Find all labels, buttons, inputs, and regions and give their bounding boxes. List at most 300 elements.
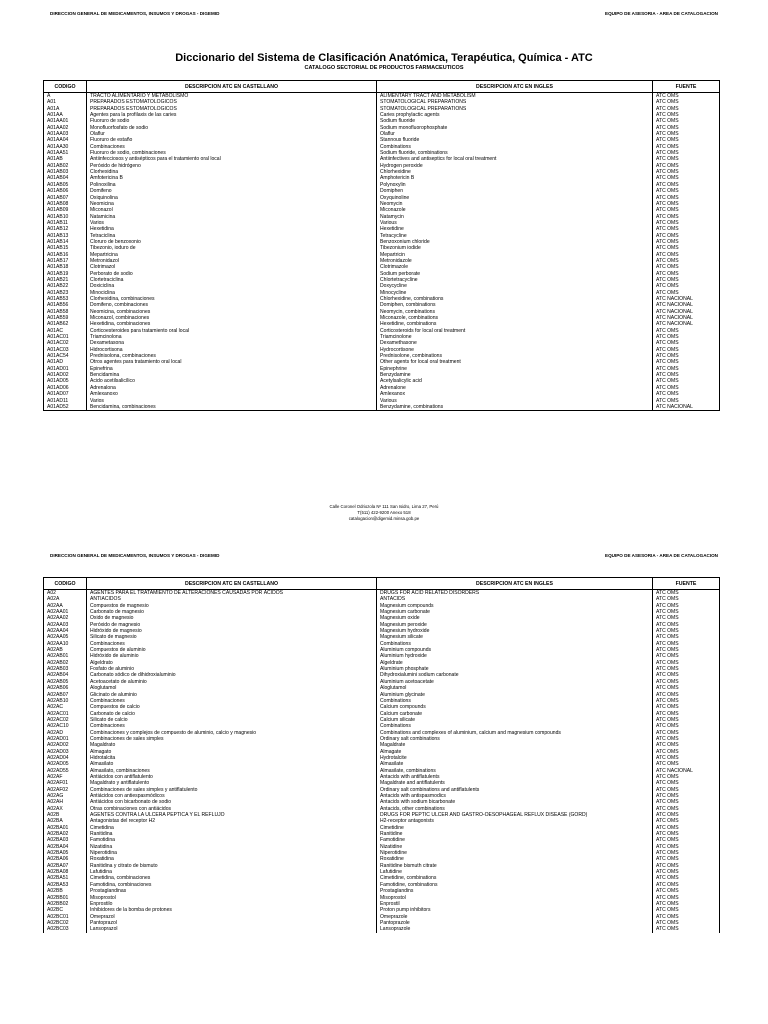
cell-codigo: A02AA03: [44, 622, 87, 628]
cell-fuente: ATC OMS: [653, 93, 720, 100]
cell-castellano: Natamicina: [87, 214, 377, 220]
cell-castellano: Monofluorfosfato de sodio: [87, 125, 377, 131]
cell-castellano: Carbonato de calcio: [87, 711, 377, 717]
cell-castellano: Doxiciclina: [87, 283, 377, 289]
cell-codigo: A01AC01: [44, 334, 87, 340]
cell-fuente: ATC OMS: [653, 856, 720, 862]
cell-ingles: Domiphen: [377, 188, 653, 194]
cell-fuente: ATC OMS: [653, 112, 720, 118]
cell-castellano: Enprostilo: [87, 901, 377, 907]
cell-fuente: ATC OMS: [653, 926, 720, 932]
cell-ingles: Clotrimazole: [377, 264, 653, 270]
column-header-ingles: DESCRIPCION ATC EN INGLES: [377, 578, 653, 590]
cell-fuente: ATC OMS: [653, 736, 720, 742]
cell-codigo: A01AB10: [44, 214, 87, 220]
cell-ingles: Magnesium oxide: [377, 615, 653, 621]
cell-ingles: Tibezonium iodide: [377, 245, 653, 251]
cell-ingles: Hydrogen peroxide: [377, 163, 653, 169]
cell-castellano: Varios: [87, 398, 377, 404]
cell-codigo: A02AX: [44, 806, 87, 812]
cell-ingles: Oxyquinoline: [377, 195, 653, 201]
cell-castellano: AGENTES CONTRA LA ÚLCERA PÉPTICA Y EL REFLUJO: [87, 812, 377, 818]
cell-castellano: Carbonato sódico de dihidroxialuminio: [87, 672, 377, 678]
cell-castellano: Hexetidina, combinaciones: [87, 321, 377, 327]
cell-castellano: Pantoprazol: [87, 920, 377, 926]
cell-ingles: Almagate: [377, 749, 653, 755]
cell-ingles: Chlortetracycline: [377, 277, 653, 283]
cell-ingles: Acetylsalicylic acid: [377, 378, 653, 384]
cell-ingles: Sodium perborate: [377, 271, 653, 277]
cell-fuente: ATC OMS: [653, 723, 720, 729]
cell-codigo: A02BC02: [44, 920, 87, 926]
cell-fuente: ATC OMS: [653, 831, 720, 837]
cell-codigo: A01AD05: [44, 378, 87, 384]
cell-codigo: A02BA03: [44, 837, 87, 843]
cell-codigo: A02AB06: [44, 685, 87, 691]
column-header-castellano: DESCRIPCION ATC EN CASTELLANO: [87, 81, 377, 93]
cell-castellano: Nizatidina: [87, 844, 377, 850]
cell-ingles: Dihydroxialumini sodium carbonate: [377, 672, 653, 678]
cell-codigo: A01AB14: [44, 239, 87, 245]
cell-castellano: Combinaciones y complejos de compuesto de aluminio, calcio y magnesio: [87, 730, 377, 736]
cell-castellano: Combinaciones: [87, 144, 377, 150]
cell-fuente: ATC OMS: [653, 150, 720, 156]
cell-fuente: ATC NACIONAL: [653, 315, 720, 321]
cell-codigo: A02BA51: [44, 875, 87, 881]
table-header-row: [44, 81, 720, 93]
cell-fuente: ATC OMS: [653, 290, 720, 296]
cell-ingles: Antacids with antiflatulents: [377, 774, 653, 780]
cell-codigo: A01AC02: [44, 340, 87, 346]
cell-castellano: Miconazol, combinaciones: [87, 315, 377, 321]
cell-ingles: Aluminium compounds: [377, 647, 653, 653]
cell-fuente: ATC OMS: [653, 825, 720, 831]
cell-castellano: Domifeno, combinaciones: [87, 302, 377, 308]
cell-ingles: Adrenalone: [377, 385, 653, 391]
cell-codigo: A02AD01: [44, 736, 87, 742]
table-row: [44, 590, 720, 597]
cell-castellano: Olaflur: [87, 131, 377, 137]
cell-fuente: ATC OMS: [653, 252, 720, 258]
cell-ingles: Benzydamine: [377, 372, 653, 378]
cell-codigo: A01AB12: [44, 226, 87, 232]
cell-fuente: ATC OMS: [653, 182, 720, 188]
cell-castellano: Compuestos de magnesio: [87, 603, 377, 609]
cell-codigo: A02BC01: [44, 914, 87, 920]
cell-castellano: Hexetidina: [87, 226, 377, 232]
cell-codigo: A01AB16: [44, 252, 87, 258]
header-right: EQUIPO DE ASESORIA - AREA DE CATALOGACION: [605, 553, 718, 558]
cell-codigo: A02AA01: [44, 609, 87, 615]
cell-fuente: ATC OMS: [653, 615, 720, 621]
cell-fuente: ATC OMS: [653, 666, 720, 672]
cell-fuente: ATC OMS: [653, 233, 720, 239]
cell-ingles: Aloglutamol: [377, 685, 653, 691]
cell-codigo: A02: [44, 590, 87, 597]
cell-fuente: ATC OMS: [653, 378, 720, 384]
cell-codigo: A02BC03: [44, 926, 87, 932]
cell-ingles: Hydrocortisone: [377, 347, 653, 353]
cell-codigo: A01AD06: [44, 385, 87, 391]
cell-fuente: ATC OMS: [653, 207, 720, 213]
cell-fuente: ATC OMS: [653, 660, 720, 666]
cell-codigo: A02BA53: [44, 882, 87, 888]
cell-codigo: A01AB03: [44, 169, 87, 175]
cell-fuente: ATC OMS: [653, 271, 720, 277]
cell-codigo: A02AB02: [44, 660, 87, 666]
cell-ingles: Cimetidine: [377, 825, 653, 831]
cell-fuente: ATC OMS: [653, 920, 720, 926]
cell-castellano: Antagonistas del receptor H2: [87, 818, 377, 824]
cell-codigo: A02AD04: [44, 755, 87, 761]
cell-castellano: Ranitidina: [87, 831, 377, 837]
cell-fuente: ATC OMS: [653, 774, 720, 780]
cell-codigo: A02BA07: [44, 863, 87, 869]
cell-fuente: ATC OMS: [653, 869, 720, 875]
cell-fuente: ATC NACIONAL: [653, 296, 720, 302]
cell-ingles: Corticosteroids for local oral treatment: [377, 328, 653, 334]
cell-castellano: Prednisolona, combinaciones: [87, 353, 377, 359]
cell-fuente: ATC NACIONAL: [653, 404, 720, 411]
cell-ingles: Hydrotalcite: [377, 755, 653, 761]
cell-castellano: Clorhexidina, combinaciones: [87, 296, 377, 302]
cell-ingles: Miconazole, combinations: [377, 315, 653, 321]
cell-fuente: ATC OMS: [653, 131, 720, 137]
cell-ingles: Prednisolone, combinations: [377, 353, 653, 359]
cell-fuente: ATC OMS: [653, 698, 720, 704]
header-right: EQUIPO DE ASESORIA - AREA DE CATALOGACION: [605, 11, 718, 16]
cell-ingles: Combinations: [377, 698, 653, 704]
cell-codigo: A01AB09: [44, 207, 87, 213]
cell-fuente: ATC OMS: [653, 603, 720, 609]
cell-ingles: Famotidine: [377, 837, 653, 843]
cell-castellano: Peróxido de magnesio: [87, 622, 377, 628]
cell-ingles: Combinations: [377, 723, 653, 729]
cell-codigo: A02AA05: [44, 634, 87, 640]
cell-ingles: Domiphen, combinations: [377, 302, 653, 308]
footer-line: T(511) 422-9200 Anexo 518: [357, 510, 411, 515]
cell-ingles: Dexamethasone: [377, 340, 653, 346]
cell-ingles: DRUGS FOR ACID RELATED DISORDERS: [377, 590, 653, 597]
cell-ingles: Magnesium hydroxide: [377, 628, 653, 634]
cell-fuente: ATC OMS: [653, 264, 720, 270]
cell-fuente: ATC OMS: [653, 359, 720, 365]
cell-codigo: A02BB: [44, 888, 87, 894]
cell-codigo: A02BA08: [44, 869, 87, 875]
cell-codigo: A02AD03: [44, 749, 87, 755]
cell-castellano: Combinaciones de sales simples: [87, 736, 377, 742]
cell-fuente: ATC OMS: [653, 334, 720, 340]
column-header-castellano: DESCRIPCION ATC EN CASTELLANO: [87, 578, 377, 590]
cell-fuente: ATC OMS: [653, 761, 720, 767]
cell-ingles: Magnesium peroxide: [377, 622, 653, 628]
cell-fuente: ATC OMS: [653, 742, 720, 748]
cell-codigo: A01AB07: [44, 195, 87, 201]
cell-fuente: ATC OMS: [653, 704, 720, 710]
cell-ingles: Aluminium phosphate: [377, 666, 653, 672]
cell-castellano: Adrenalona: [87, 385, 377, 391]
cell-codigo: A02B: [44, 812, 87, 818]
cell-fuente: ATC OMS: [653, 907, 720, 913]
cell-codigo: A01AC54: [44, 353, 87, 359]
cell-codigo: A01: [44, 99, 87, 105]
cell-castellano: Polinoxilina: [87, 182, 377, 188]
table-body: [44, 93, 720, 411]
cell-ingles: H2-receptor antagonists: [377, 818, 653, 824]
cell-codigo: A02BA01: [44, 825, 87, 831]
cell-codigo: A01AA03: [44, 131, 87, 137]
table-row: [44, 404, 720, 411]
cell-castellano: Silicato de calcio: [87, 717, 377, 723]
cell-castellano: Otros agentes para tratamiento oral local: [87, 359, 377, 365]
cell-castellano: Compuestos de calcio: [87, 704, 377, 710]
cell-codigo: A01AD01: [44, 366, 87, 372]
cell-castellano: Acetoacetato de aluminio: [87, 679, 377, 685]
cell-fuente: ATC OMS: [653, 156, 720, 162]
cell-codigo: A02BA06: [44, 856, 87, 862]
page-title: Diccionario del Sistema de Clasificación Anatómica, Terapéutica, Química - ATC: [175, 52, 593, 64]
cell-fuente: ATC OMS: [653, 641, 720, 647]
cell-codigo: A01AB53: [44, 296, 87, 302]
cell-fuente: ATC OMS: [653, 914, 720, 920]
cell-ingles: Combinations: [377, 144, 653, 150]
cell-ingles: Almasilate, combinations: [377, 768, 653, 774]
cell-fuente: ATC OMS: [653, 596, 720, 602]
cell-codigo: A02AB10: [44, 698, 87, 704]
cell-codigo: A02AD05: [44, 761, 87, 767]
cell-castellano: Combinaciones: [87, 723, 377, 729]
cell-ingles: Nizatidine: [377, 844, 653, 850]
cell-codigo: A02AF: [44, 774, 87, 780]
column-header-fuente: FUENTE: [653, 578, 720, 590]
cell-codigo: A01AB18: [44, 264, 87, 270]
cell-castellano: Algeldrato: [87, 660, 377, 666]
cell-codigo: A02AH: [44, 799, 87, 805]
cell-codigo: A02BB01: [44, 895, 87, 901]
cell-fuente: ATC OMS: [653, 653, 720, 659]
cell-ingles: Calcium carbonate: [377, 711, 653, 717]
cell-ingles: Enprostil: [377, 901, 653, 907]
cell-ingles: Minocycline: [377, 290, 653, 296]
cell-codigo: A01AB02: [44, 163, 87, 169]
cell-ingles: STOMATOLOGICAL PREPARATIONS: [377, 99, 653, 105]
cell-castellano: Bencidamina, combinaciones: [87, 404, 377, 411]
cell-codigo: A01AD52: [44, 404, 87, 411]
cell-ingles: Sodium fluoride, combinations: [377, 150, 653, 156]
cell-fuente: ATC OMS: [653, 590, 720, 597]
page-header: [0, 553, 768, 567]
cell-ingles: Niperotidine: [377, 850, 653, 856]
cell-codigo: A01AB17: [44, 258, 87, 264]
cell-fuente: ATC OMS: [653, 99, 720, 105]
cell-codigo: A02AD55: [44, 768, 87, 774]
cell-castellano: Óxido de magnesio: [87, 615, 377, 621]
cell-codigo: A02BA04: [44, 844, 87, 850]
cell-fuente: ATC OMS: [653, 163, 720, 169]
cell-codigo: A01AA04: [44, 137, 87, 143]
cell-codigo: A02AD: [44, 730, 87, 736]
cell-codigo: A01AD02: [44, 372, 87, 378]
cell-codigo: A02AA02: [44, 615, 87, 621]
cell-ingles: Misoprostol: [377, 895, 653, 901]
cell-fuente: ATC OMS: [653, 837, 720, 843]
cell-codigo: A02BA: [44, 818, 87, 824]
cell-castellano: TRACTO ALIMENTARIO Y METABOLISMO: [87, 93, 377, 100]
cell-castellano: Fluoruro de estaño: [87, 137, 377, 143]
cell-castellano: Silicato de magnesio: [87, 634, 377, 640]
cell-codigo: A02AB05: [44, 679, 87, 685]
cell-castellano: Combinaciones: [87, 641, 377, 647]
cell-ingles: Neomycin, combinations: [377, 309, 653, 315]
cell-castellano: Carbonato de magnesio: [87, 609, 377, 615]
cell-castellano: Clorhexidina: [87, 169, 377, 175]
cell-castellano: Combinaciones de sales simples y antiflatulento: [87, 787, 377, 793]
cell-codigo: A02AA10: [44, 641, 87, 647]
cell-castellano: Inhibidores de la bomba de protones: [87, 907, 377, 913]
atc-table: [43, 577, 720, 933]
cell-fuente: ATC OMS: [653, 711, 720, 717]
cell-fuente: ATC OMS: [653, 201, 720, 207]
cell-fuente: ATC OMS: [653, 895, 720, 901]
cell-castellano: Hidróxido de magnesio: [87, 628, 377, 634]
cell-fuente: ATC OMS: [653, 628, 720, 634]
cell-fuente: ATC OMS: [653, 812, 720, 818]
cell-codigo: A01AB19: [44, 271, 87, 277]
cell-ingles: ANTACIDS: [377, 596, 653, 602]
cell-ingles: Proton pump inhibitors: [377, 907, 653, 913]
cell-castellano: Clortetraciclina: [87, 277, 377, 283]
cell-castellano: Hidróxido de aluminio: [87, 653, 377, 659]
cell-codigo: A02AC01: [44, 711, 87, 717]
table-row: [44, 93, 720, 100]
cell-fuente: ATC OMS: [653, 863, 720, 869]
cell-castellano: Miconazol: [87, 207, 377, 213]
cell-fuente: ATC OMS: [653, 258, 720, 264]
cell-castellano: Clotrimazol: [87, 264, 377, 270]
cell-fuente: ATC OMS: [653, 679, 720, 685]
cell-ingles: Benzydamine, combinations: [377, 404, 653, 411]
cell-codigo: A02AB01: [44, 653, 87, 659]
cell-castellano: Lansoprazol: [87, 926, 377, 932]
cell-castellano: Aloglutamol: [87, 685, 377, 691]
cell-castellano: Magaldrato y antiflatulento: [87, 780, 377, 786]
cell-codigo: A02BB02: [44, 901, 87, 907]
cell-castellano: Hidrocortisona: [87, 347, 377, 353]
column-header-codigo: CODIGO: [44, 81, 87, 93]
cell-ingles: Metronidazole: [377, 258, 653, 264]
cell-castellano: Otras combinaciones con antiácidos: [87, 806, 377, 812]
cell-fuente: ATC OMS: [653, 214, 720, 220]
cell-fuente: ATC OMS: [653, 137, 720, 143]
cell-codigo: A01AA: [44, 112, 87, 118]
cell-ingles: Mepartricin: [377, 252, 653, 258]
cell-fuente: ATC OMS: [653, 118, 720, 124]
cell-castellano: Niperotidina: [87, 850, 377, 856]
column-header-ingles: DESCRIPCION ATC EN INGLES: [377, 81, 653, 93]
cell-fuente: ATC OMS: [653, 239, 720, 245]
cell-fuente: ATC OMS: [653, 882, 720, 888]
cell-castellano: Glicinato de aluminio: [87, 692, 377, 698]
cell-fuente: ATC OMS: [653, 328, 720, 334]
cell-codigo: A01AA30: [44, 144, 87, 150]
cell-castellano: Magaldrato: [87, 742, 377, 748]
cell-castellano: Bencidamina: [87, 372, 377, 378]
cell-castellano: Combinaciones: [87, 698, 377, 704]
cell-fuente: ATC OMS: [653, 144, 720, 150]
cell-ingles: Calcium silicate: [377, 717, 653, 723]
cell-castellano: Agentes para la profilaxis de las caries: [87, 112, 377, 118]
cell-codigo: A01AB13: [44, 233, 87, 239]
cell-castellano: Metronidazol: [87, 258, 377, 264]
cell-castellano: Fluoruro de sodio: [87, 118, 377, 124]
cell-ingles: Antacids, other combinations: [377, 806, 653, 812]
cell-ingles: Other agents for local oral treatment: [377, 359, 653, 365]
cell-codigo: A02AC10: [44, 723, 87, 729]
cell-fuente: ATC OMS: [653, 888, 720, 894]
cell-fuente: ATC OMS: [653, 806, 720, 812]
header-left: DIRECCION GENERAL DE MEDICAMENTOS, INSUMOS Y DROGAS - DIGEMID: [50, 553, 220, 558]
cell-castellano: Domifeno: [87, 188, 377, 194]
cell-ingles: Magaldrate: [377, 742, 653, 748]
cell-ingles: Stannous fluoride: [377, 137, 653, 143]
cell-codigo: A01AB05: [44, 182, 87, 188]
cell-fuente: ATC OMS: [653, 175, 720, 181]
cell-ingles: Ranitidine: [377, 831, 653, 837]
cell-codigo: A02AC: [44, 704, 87, 710]
cell-fuente: ATC OMS: [653, 717, 720, 723]
cell-fuente: ATC OMS: [653, 672, 720, 678]
cell-ingles: Sodium monofluorophosphate: [377, 125, 653, 131]
cell-fuente: ATC OMS: [653, 283, 720, 289]
cell-fuente: ATC OMS: [653, 850, 720, 856]
cell-castellano: Perborato de sodio: [87, 271, 377, 277]
cell-codigo: A01AB58: [44, 309, 87, 315]
cell-ingles: Aluminium acetoacetate: [377, 679, 653, 685]
cell-codigo: A02BC: [44, 907, 87, 913]
cell-fuente: ATC OMS: [653, 622, 720, 628]
table-header-row: [44, 578, 720, 590]
cell-castellano: Tetraciclina: [87, 233, 377, 239]
cell-castellano: Compuestos de aluminio: [87, 647, 377, 653]
cell-fuente: ATC OMS: [653, 398, 720, 404]
cell-fuente: ATC NACIONAL: [653, 321, 720, 327]
page-subtitle: CATALOGO SECTORIAL DE PRODUCTOS FARMACEUTICOS: [304, 65, 464, 71]
cell-fuente: ATC OMS: [653, 226, 720, 232]
cell-codigo: A02A: [44, 596, 87, 602]
cell-castellano: Almasilato: [87, 761, 377, 767]
cell-codigo: A02AD02: [44, 742, 87, 748]
cell-ingles: Aluminium hydroxide: [377, 653, 653, 659]
cell-codigo: A01AA01: [44, 118, 87, 124]
cell-ingles: Miconazole: [377, 207, 653, 213]
cell-castellano: Oxiquinolina: [87, 195, 377, 201]
cell-castellano: Famotidina, combinaciones: [87, 882, 377, 888]
cell-castellano: PREPARADOS ESTOMATOLOGICOS: [87, 99, 377, 105]
cell-fuente: ATC OMS: [653, 245, 720, 251]
cell-fuente: ATC OMS: [653, 169, 720, 175]
cell-codigo: A01AD: [44, 359, 87, 365]
cell-codigo: A02BA02: [44, 831, 87, 837]
footer-line: catalogacion@digemid.minsa.gob.pe: [348, 516, 420, 521]
cell-ingles: Benzoxonium chloride: [377, 239, 653, 245]
cell-castellano: Cimetidina, combinaciones: [87, 875, 377, 881]
cell-fuente: ATC OMS: [653, 692, 720, 698]
cell-codigo: A02BA05: [44, 850, 87, 856]
cell-codigo: A01A: [44, 106, 87, 112]
cell-castellano: Omeprazol: [87, 914, 377, 920]
cell-ingles: Natamycin: [377, 214, 653, 220]
cell-ingles: Cimetidine, combinations: [377, 875, 653, 881]
